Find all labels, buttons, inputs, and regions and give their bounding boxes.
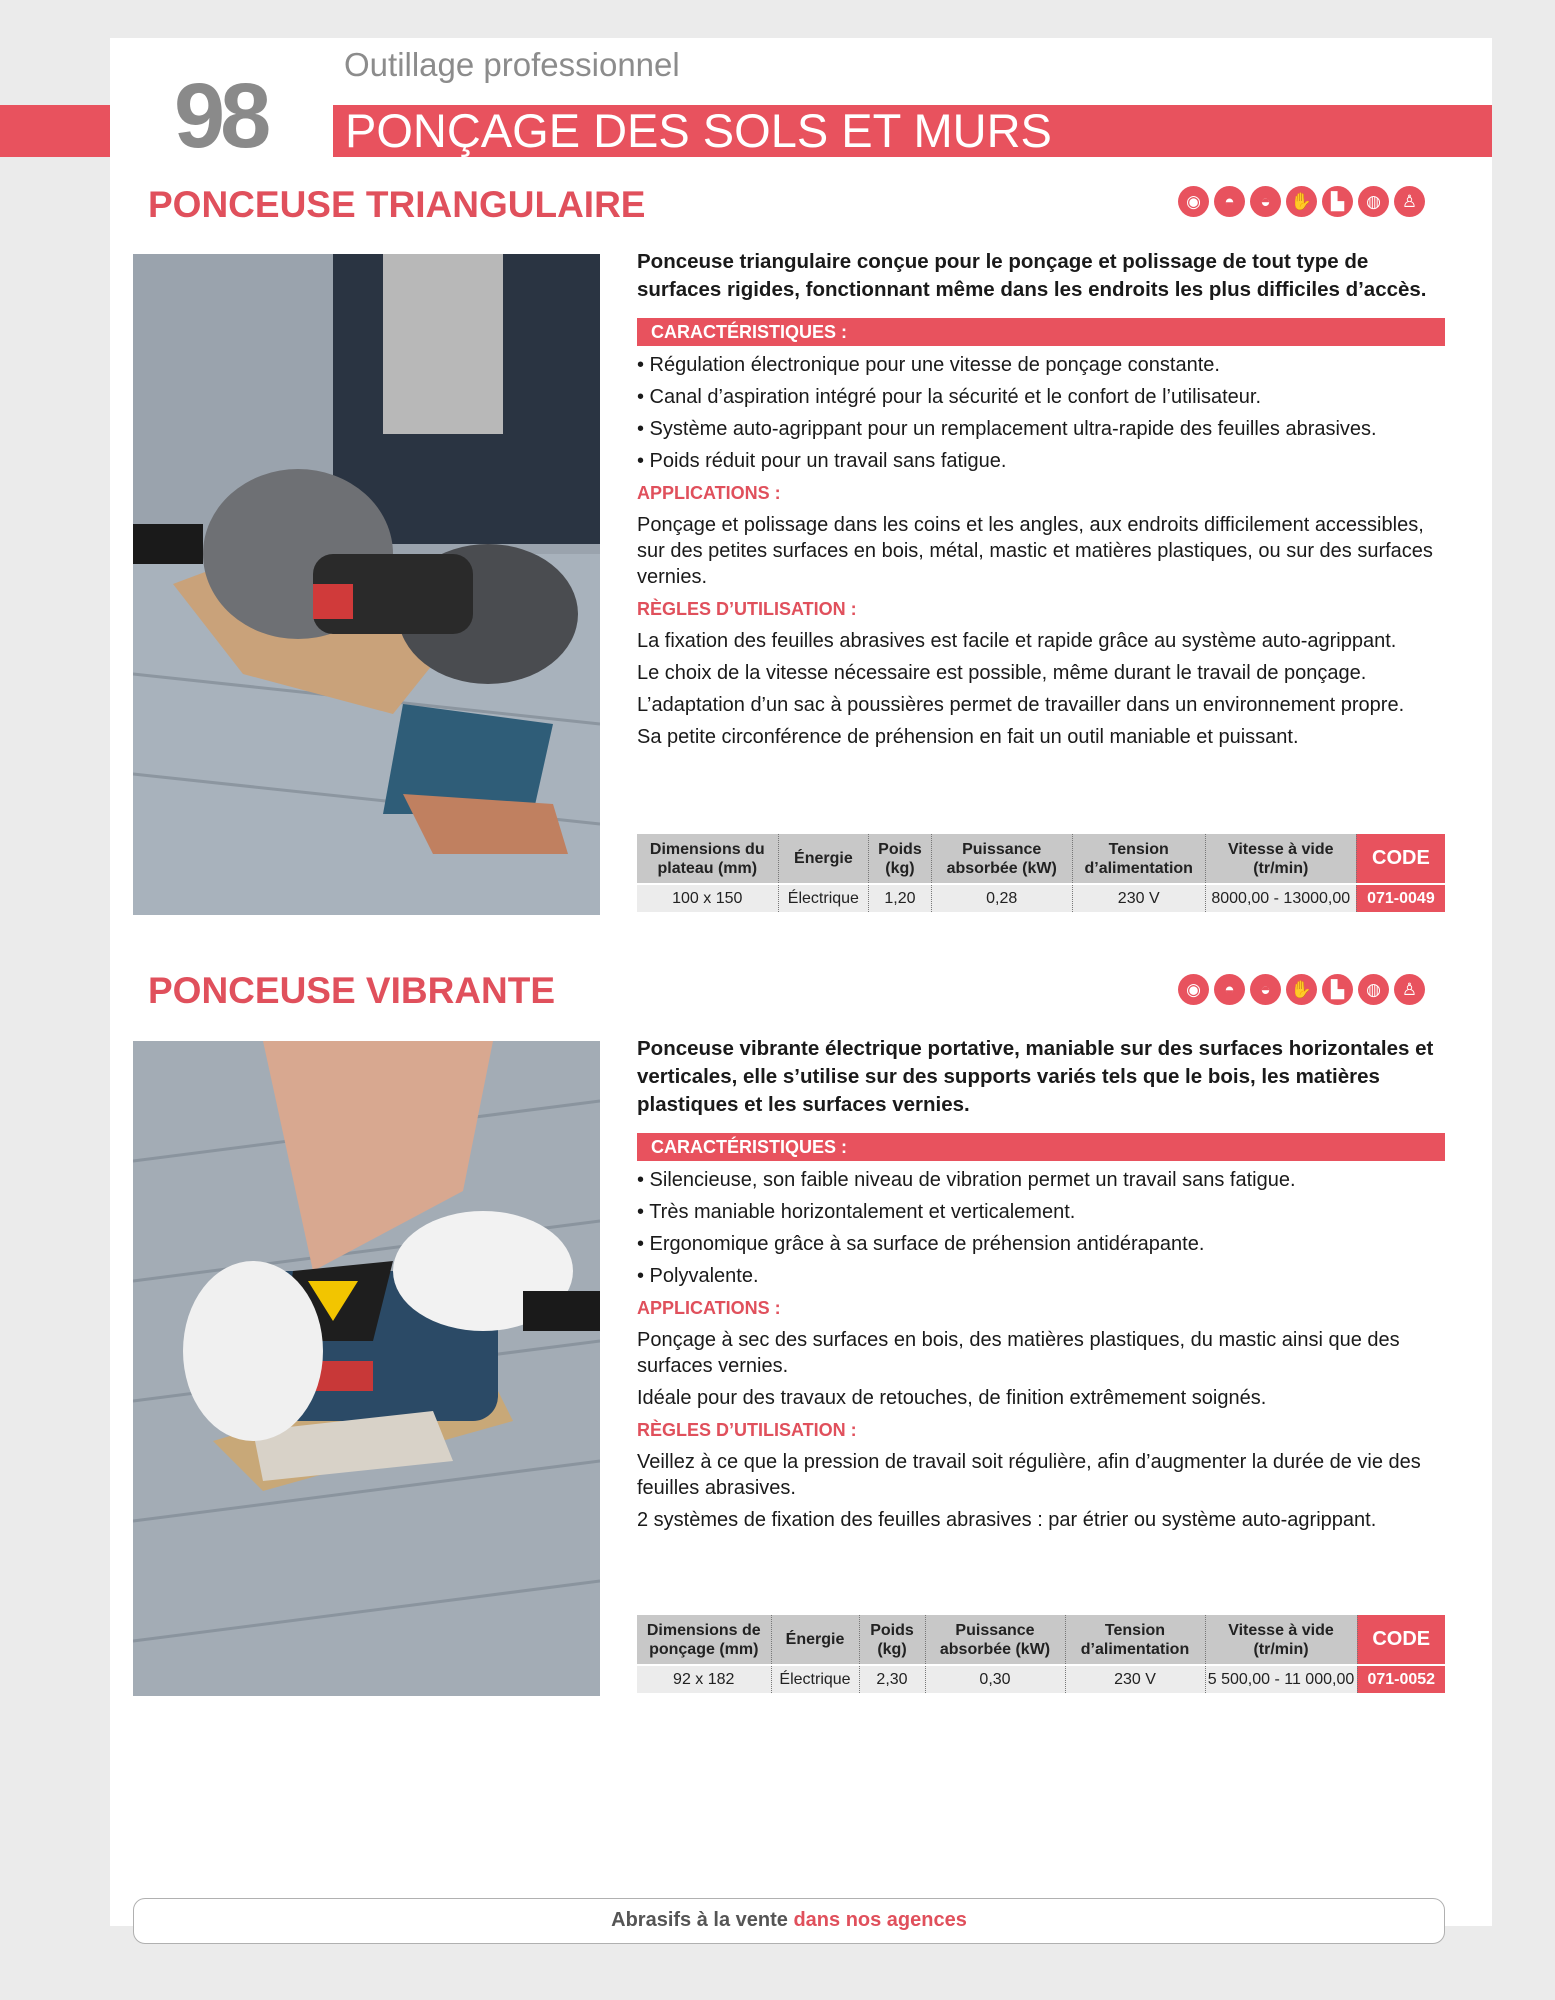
- spec-cell: 5 500,00 - 11 000,00: [1205, 1665, 1357, 1693]
- rule-text: Veillez à ce que la pression de travail soit régulière, afin d’augmenter la durée de vie des feuilles abrasives.: [637, 1451, 1421, 1499]
- spec-cell: 8000,00 - 13000,00: [1205, 884, 1356, 912]
- body-protection-icon: ♙: [1394, 186, 1425, 217]
- characteristic-item: • Très maniable horizontalement et verticalement.: [637, 1201, 1076, 1223]
- product-intro: Ponceuse vibrante électrique portative, maniable sur des surfaces horizontales et verticales, elle s’utilise sur des supports variés tels que le bois, les matières plastiques et les surfaces vernies.: [637, 1037, 1434, 1116]
- product-title-triangulaire: PONCEUSE TRIANGULAIRE: [148, 184, 646, 225]
- spec-table-triangulaire: [637, 834, 1445, 912]
- left-accent-band: [0, 105, 110, 157]
- foot-protection-icon: ▙: [1322, 974, 1353, 1005]
- spec-cell: 230 V: [1065, 1665, 1205, 1693]
- spec-header-row: [637, 834, 1445, 884]
- spec-cell: Électrique: [771, 1665, 859, 1693]
- spec-cell: 1,20: [869, 884, 931, 912]
- hand-protection-icon: ✋: [1286, 186, 1317, 217]
- characteristic-item: • Système auto-agrippant pour un remplacement ultra-rapide des feuilles abrasives.: [637, 418, 1377, 440]
- spec-cell: 0,28: [931, 884, 1072, 912]
- foot-protection-icon: ▙: [1322, 186, 1353, 217]
- applications-heading: APPLICATIONS :: [637, 483, 781, 503]
- rule-text: L’adaptation d’un sac à poussières permet de travailler dans un environnement propre.: [637, 694, 1405, 716]
- product-content-triangulaire: [637, 248, 1445, 756]
- application-text: Ponçage à sec des surfaces en bois, des matières plastiques, du mastic ainsi que des surfaces vernies.: [637, 1329, 1400, 1377]
- eye-protection-icon: ◒: [1250, 186, 1281, 217]
- spec-data-row: [637, 884, 1445, 912]
- head-protection-icon: ◓: [1214, 186, 1245, 217]
- characteristic-item: • Silencieuse, son faible niveau de vibration permet un travail sans fatigue.: [637, 1169, 1296, 1191]
- footer-banner: [133, 1898, 1445, 1944]
- characteristic-item: • Poids réduit pour un travail sans fatigue.: [637, 450, 1007, 472]
- characteristic-item: • Polyvalente.: [637, 1265, 759, 1287]
- safety-icons-row: [1178, 974, 1425, 1005]
- spec-header-cell: Dimensions du plateau (mm): [637, 834, 778, 884]
- ear-protection-icon: ◉: [1178, 186, 1209, 217]
- characteristic-item: • Ergonomique grâce à sa surface de préhension antidérapante.: [637, 1233, 1205, 1255]
- application-text: Ponçage et polissage dans les coins et les angles, aux endroits difficilement accessibles, sur des petites surfaces en bois, métal, mastic et matières plastiques, ou sur des surfaces vernies.: [637, 514, 1433, 588]
- product-code: 071-0052: [1357, 1665, 1445, 1693]
- spec-header-cell: Énergie: [771, 1615, 859, 1665]
- rule-text: 2 systèmes de fixation des feuilles abrasives : par étrier ou système auto-agrippant.: [637, 1509, 1377, 1531]
- ear-protection-icon: ◉: [1178, 974, 1209, 1005]
- spec-header-cell: Puissance absorbée (kW): [931, 834, 1072, 884]
- spec-header-cell: Dimensions de ponçage (mm): [637, 1615, 771, 1665]
- product-photo-vibrante: [133, 1041, 600, 1696]
- applications-heading: APPLICATIONS :: [637, 1298, 781, 1318]
- respiratory-protection-icon: ◍: [1358, 974, 1389, 1005]
- respiratory-protection-icon: ◍: [1358, 186, 1389, 217]
- safety-icons-row: [1178, 186, 1425, 217]
- spec-header-cell: Poids (kg): [869, 834, 931, 884]
- product-title-vibrante: PONCEUSE VIBRANTE: [148, 970, 556, 1011]
- spec-header-code: CODE: [1357, 1615, 1445, 1665]
- spec-header-row: [637, 1615, 1445, 1665]
- product-code: 071-0049: [1356, 884, 1445, 912]
- eye-protection-icon: ◒: [1250, 974, 1281, 1005]
- spec-header-cell: Puissance absorbée (kW): [925, 1615, 1065, 1665]
- spec-header-cell: Tension d’alimentation: [1065, 1615, 1205, 1665]
- footer-text: Abrasifs à la vente: [611, 1909, 794, 1931]
- spec-cell: 230 V: [1072, 884, 1205, 912]
- spec-header-cell: Vitesse à vide (tr/min): [1205, 834, 1356, 884]
- product-intro: Ponceuse triangulaire conçue pour le ponçage et polissage de tout type de surfaces rigides, fonctionnant même dans les endroits les plus difficiles d’accès.: [637, 250, 1427, 301]
- spec-header-cell: Vitesse à vide (tr/min): [1205, 1615, 1357, 1665]
- application-text: Idéale pour des travaux de retouches, de finition extrêmement soignés.: [637, 1387, 1267, 1409]
- body-protection-icon: ♙: [1394, 974, 1425, 1005]
- rule-text: Sa petite circonférence de préhension en fait un outil maniable et puissant.: [637, 726, 1299, 748]
- page-number: 98: [174, 65, 267, 167]
- spec-data-row: [637, 1665, 1445, 1693]
- head-protection-icon: ◓: [1214, 974, 1245, 1005]
- spec-cell: 92 x 182: [637, 1665, 771, 1693]
- rule-text: La fixation des feuilles abrasives est facile et rapide grâce au système auto-agrippant.: [637, 630, 1397, 652]
- characteristic-item: • Canal d’aspiration intégré pour la sécurité et le confort de l’utilisateur.: [637, 386, 1262, 408]
- spec-header-cell: Tension d’alimentation: [1072, 834, 1205, 884]
- spec-table-vibrante: [637, 1615, 1445, 1693]
- catalog-supertitle: Outillage professionnel: [344, 46, 680, 83]
- spec-cell: 2,30: [859, 1665, 925, 1693]
- spec-cell: 100 x 150: [637, 884, 778, 912]
- footer-accent-text: dans nos agences: [793, 1909, 967, 1931]
- spec-header-cell: Énergie: [778, 834, 869, 884]
- spec-header-code: CODE: [1356, 834, 1445, 884]
- rules-heading: RÈGLES D’UTILISATION :: [637, 1420, 857, 1440]
- product-photo-triangulaire: [133, 254, 600, 915]
- characteristic-item: • Régulation électronique pour une vitesse de ponçage constante.: [637, 354, 1220, 376]
- characteristics-heading: CARACTÉRISTIQUES :: [637, 318, 1445, 346]
- section-title: PONÇAGE DES SOLS ET MURS: [345, 104, 1052, 157]
- spec-cell: Électrique: [778, 884, 869, 912]
- product-content-vibrante: [637, 1035, 1445, 1539]
- rule-text: Le choix de la vitesse nécessaire est possible, même durant le travail de ponçage.: [637, 662, 1367, 684]
- spec-header-cell: Poids (kg): [859, 1615, 925, 1665]
- rules-heading: RÈGLES D’UTILISATION :: [637, 599, 857, 619]
- spec-cell: 0,30: [925, 1665, 1065, 1693]
- hand-protection-icon: ✋: [1286, 974, 1317, 1005]
- section-title-band: [333, 105, 1492, 157]
- characteristics-heading: CARACTÉRISTIQUES :: [637, 1133, 1445, 1161]
